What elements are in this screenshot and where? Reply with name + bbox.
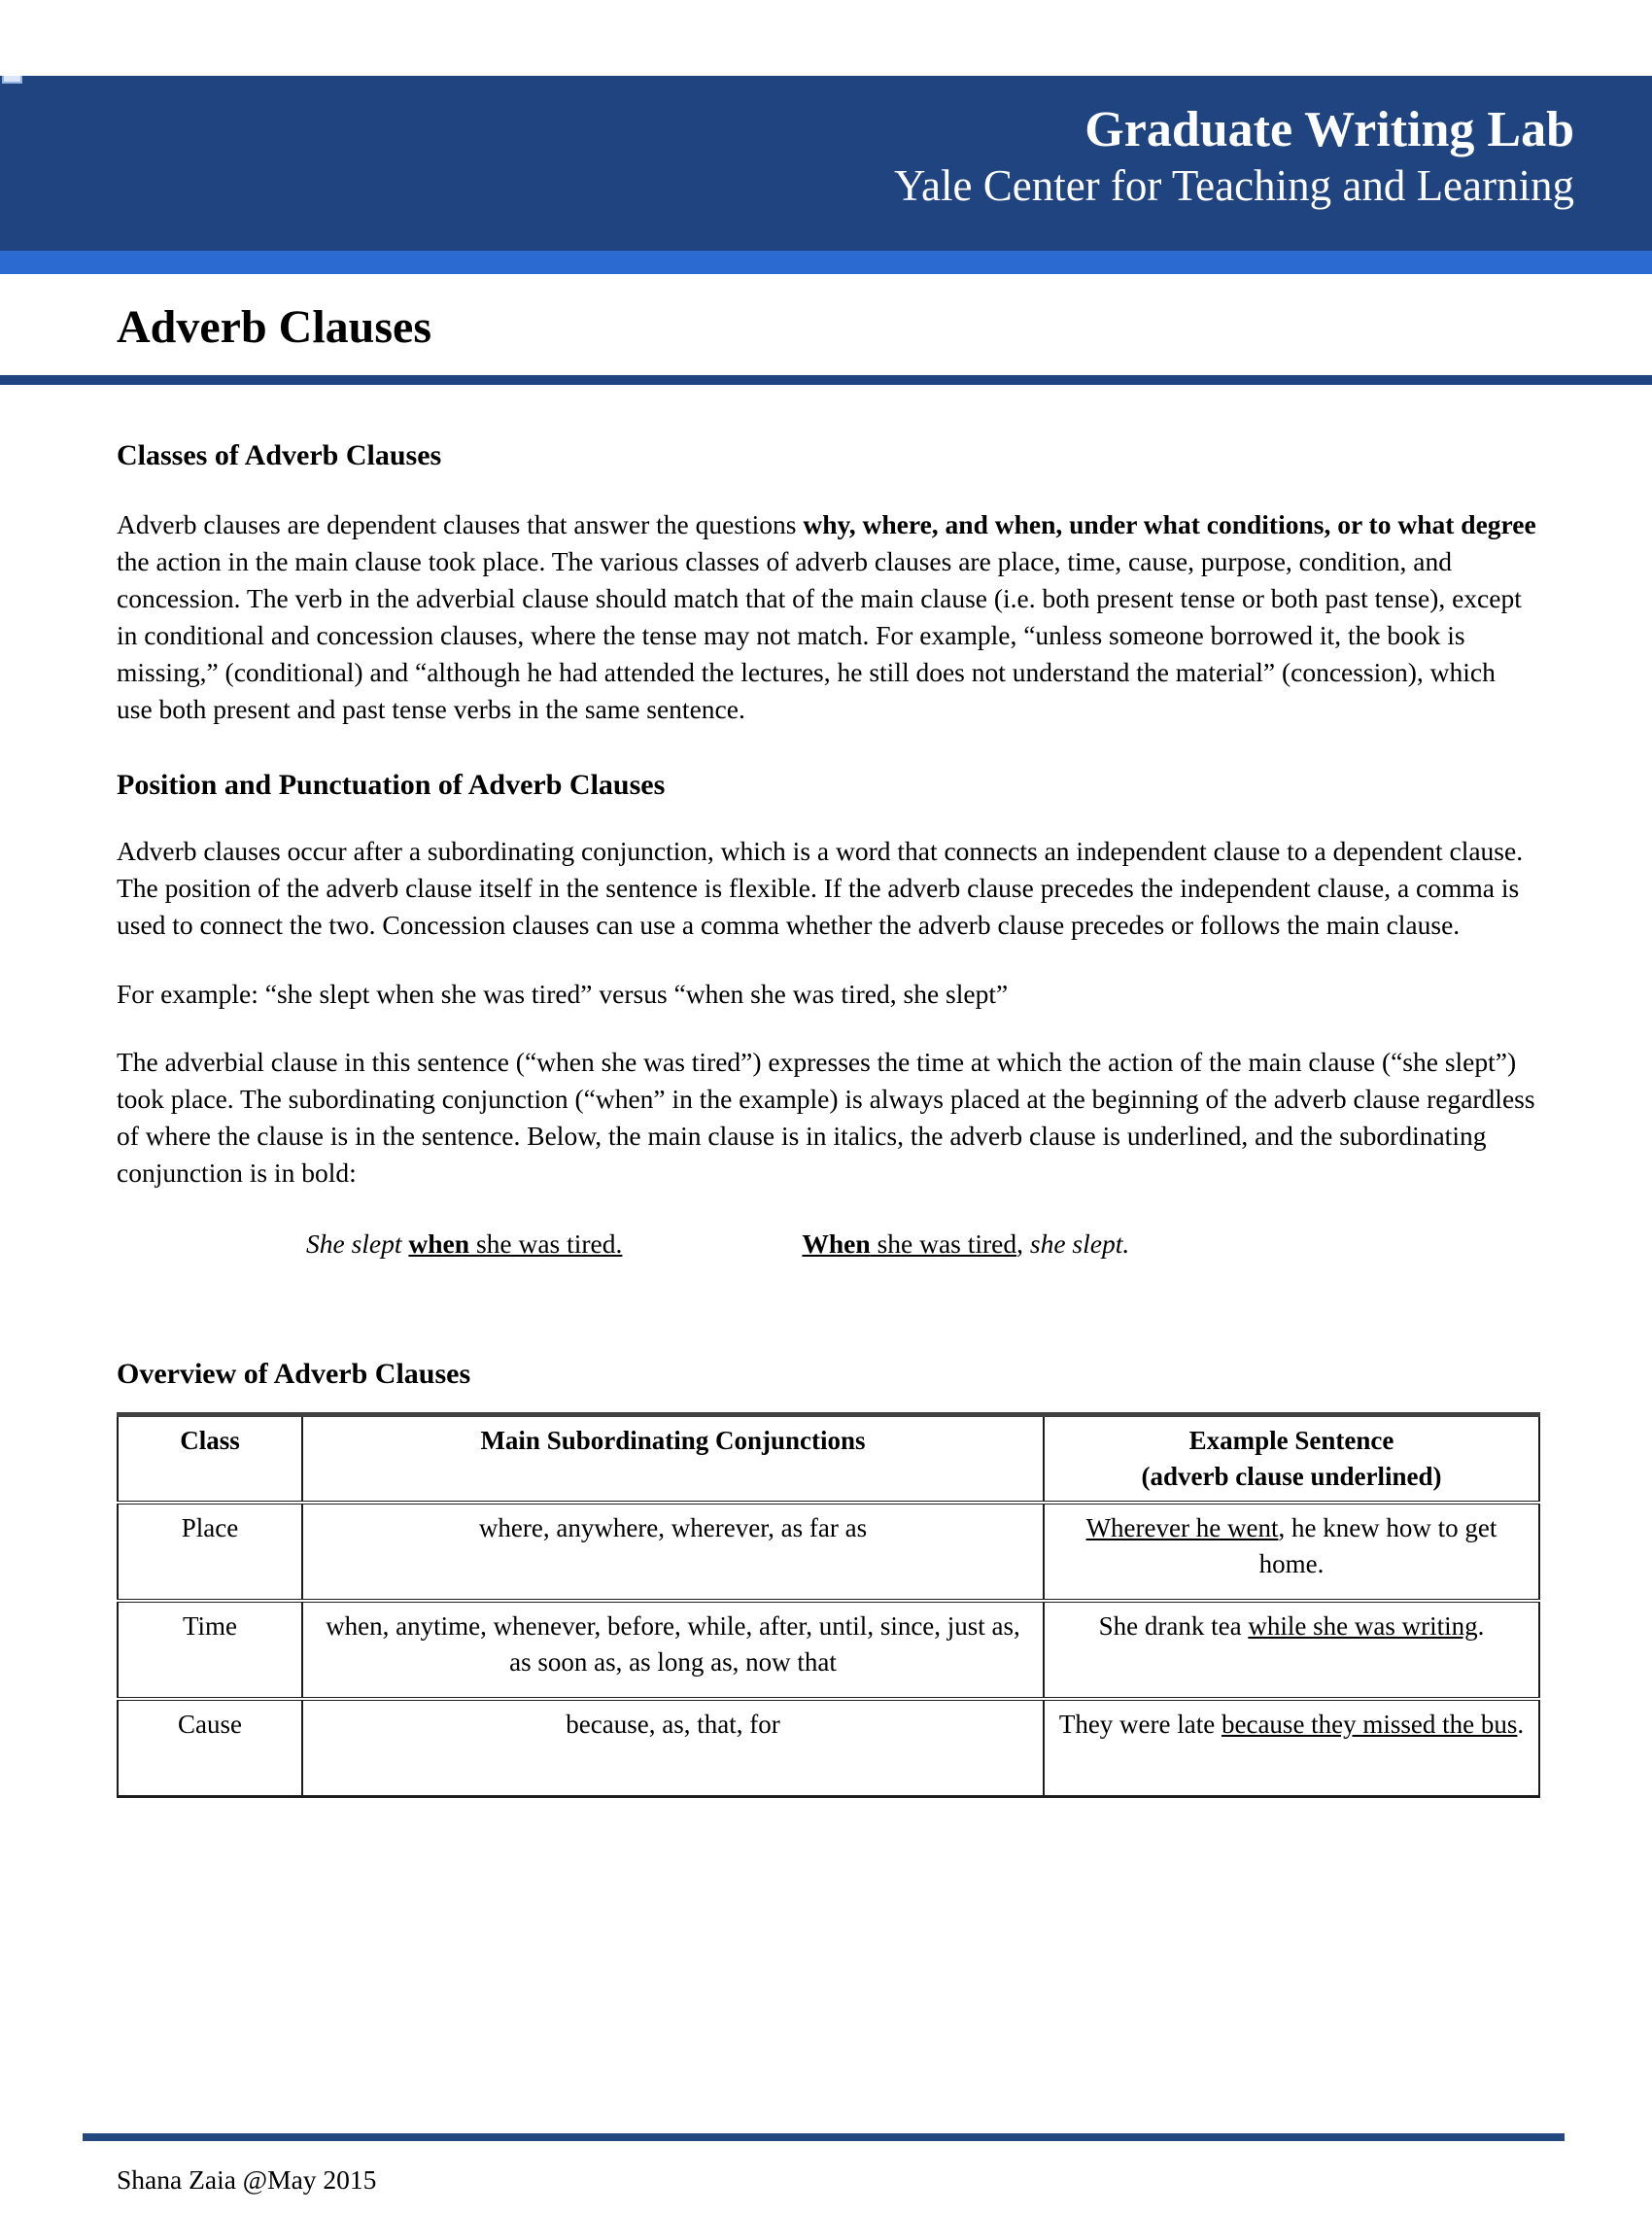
demo-sentences-row bbox=[117, 1226, 1537, 1263]
cell-conjunctions: where, anywhere, wherever, as far as bbox=[302, 1503, 1044, 1601]
example-underlined-clause: Wherever he went bbox=[1085, 1512, 1279, 1542]
adverb-clauses-table bbox=[117, 1412, 1540, 1798]
header-cell-example bbox=[1044, 1415, 1539, 1503]
cell-example bbox=[1044, 1699, 1539, 1797]
example-post: . bbox=[1517, 1709, 1525, 1739]
section-heading-classes: Classes of Adverb Clauses bbox=[117, 439, 442, 471]
document-body bbox=[117, 438, 1537, 1798]
example-underlined-clause: while she was writing bbox=[1248, 1610, 1478, 1641]
org-title: Graduate Writing Lab bbox=[1084, 102, 1574, 157]
corner-artifact-icon bbox=[2, 76, 22, 84]
paragraph-adverbial: The adverbial clause in this sentence (“when she was tired”) expresses the time at which the action of the main clause (“she slept”) took place. The subordinating conjunction (“when” in the example) is always placed at the beginning of the adverb clause regardless of where the clause is in the sentence. Below, the main clause is in italics, the adverb clause is underlined, and the subordinating conjunction is in bold: bbox=[117, 1047, 1535, 1188]
example-sentence-right bbox=[802, 1228, 1129, 1259]
table-header-row bbox=[118, 1415, 1539, 1503]
section-heading-overview: Overview of Adverb Clauses bbox=[117, 1358, 471, 1390]
cell-conjunctions: because, as, that, for bbox=[302, 1699, 1044, 1797]
paragraph-classes-bold-text: why, where, and when, under what conditions, or to what degree bbox=[803, 509, 1536, 539]
clause-rest: she was tired bbox=[870, 1228, 1017, 1259]
table-row-place bbox=[118, 1503, 1539, 1601]
header-example-line2: (adverb clause underlined) bbox=[1141, 1462, 1442, 1491]
header-banner bbox=[0, 76, 1652, 251]
conjunction-bold: when bbox=[408, 1228, 470, 1259]
adverb-clause-underlined bbox=[802, 1228, 1016, 1259]
cell-example bbox=[1044, 1601, 1539, 1699]
main-clause-italic: she slept. bbox=[1029, 1228, 1130, 1259]
cell-class: Time bbox=[118, 1601, 302, 1699]
example-post: , he knew how to get home. bbox=[1258, 1512, 1497, 1578]
table-row-time bbox=[118, 1601, 1539, 1699]
paragraph-position: Adverb clauses occur after a subordinating conjunction, which is a word that connects an independent clause to a dependent clause. The position of the adverb clause itself in the sentence is flexible. If the adverb clause precedes the independent clause, a comma is used to connect the two. Concession clauses can use a comma whether the adverb clause precedes or follows the main clause. bbox=[117, 836, 1524, 940]
footer-rule-divider bbox=[83, 2133, 1565, 2141]
cell-class: Place bbox=[118, 1503, 302, 1601]
blue-stripe-divider bbox=[0, 251, 1652, 274]
org-subtitle: Yale Center for Teaching and Learning bbox=[894, 161, 1574, 210]
example-pre: They were late bbox=[1058, 1709, 1222, 1739]
comma-separator: , bbox=[1016, 1228, 1030, 1259]
main-clause-italic: She slept bbox=[306, 1228, 409, 1259]
example-sentence-left bbox=[306, 1228, 622, 1259]
example-post: . bbox=[1477, 1610, 1485, 1641]
paragraph-for-example: For example: “she slept when she was tired” versus “when she was tired, she slept” bbox=[117, 979, 1009, 1009]
header-cell-conjunctions: Main Subordinating Conjunctions bbox=[302, 1415, 1044, 1503]
table-row-cause bbox=[118, 1699, 1539, 1797]
paragraph-classes bbox=[117, 506, 1537, 728]
header-example-line1: Example Sentence bbox=[1188, 1426, 1394, 1455]
conjunction-bold: When bbox=[802, 1228, 871, 1259]
cell-example bbox=[1044, 1503, 1539, 1601]
paragraph-classes-text: Adverb clauses are dependent clauses that answer the questions bbox=[117, 509, 804, 539]
cell-conjunctions: when, anytime, whenever, before, while, after, until, since, just as, as soon as, as long as, now that bbox=[302, 1601, 1044, 1699]
adverb-clause-underlined bbox=[408, 1228, 622, 1259]
section-heading-position: Position and Punctuation of Adverb Clauses bbox=[117, 769, 666, 801]
page-title: Adverb Clauses bbox=[117, 301, 432, 353]
paragraph-classes-text-cont: the action in the main clause took place. The various classes of adverb clauses are place, time, cause, purpose, condition, and concession. The verb in the adverbial clause should match that of the main clause (i.e. both present tense or both past tense), except in conditional and concession clauses, where the tense may not match. For example, “unless someone borrowed it, the book is missing,” (conditional) and “although he had attended the lectures, he still does not understand the material” (concession), which use both present and past tense verbs in the same sentence. bbox=[117, 546, 1522, 724]
header-cell-class: Class bbox=[118, 1415, 302, 1503]
example-underlined-clause: because they missed the bus bbox=[1221, 1709, 1518, 1739]
footer-credit: Shana Zaia @May 2015 bbox=[117, 2164, 377, 2195]
cell-class: Cause bbox=[118, 1699, 302, 1797]
title-rule-divider bbox=[0, 375, 1652, 385]
example-pre: She drank tea bbox=[1098, 1610, 1249, 1641]
clause-rest: she was tired. bbox=[469, 1228, 623, 1259]
